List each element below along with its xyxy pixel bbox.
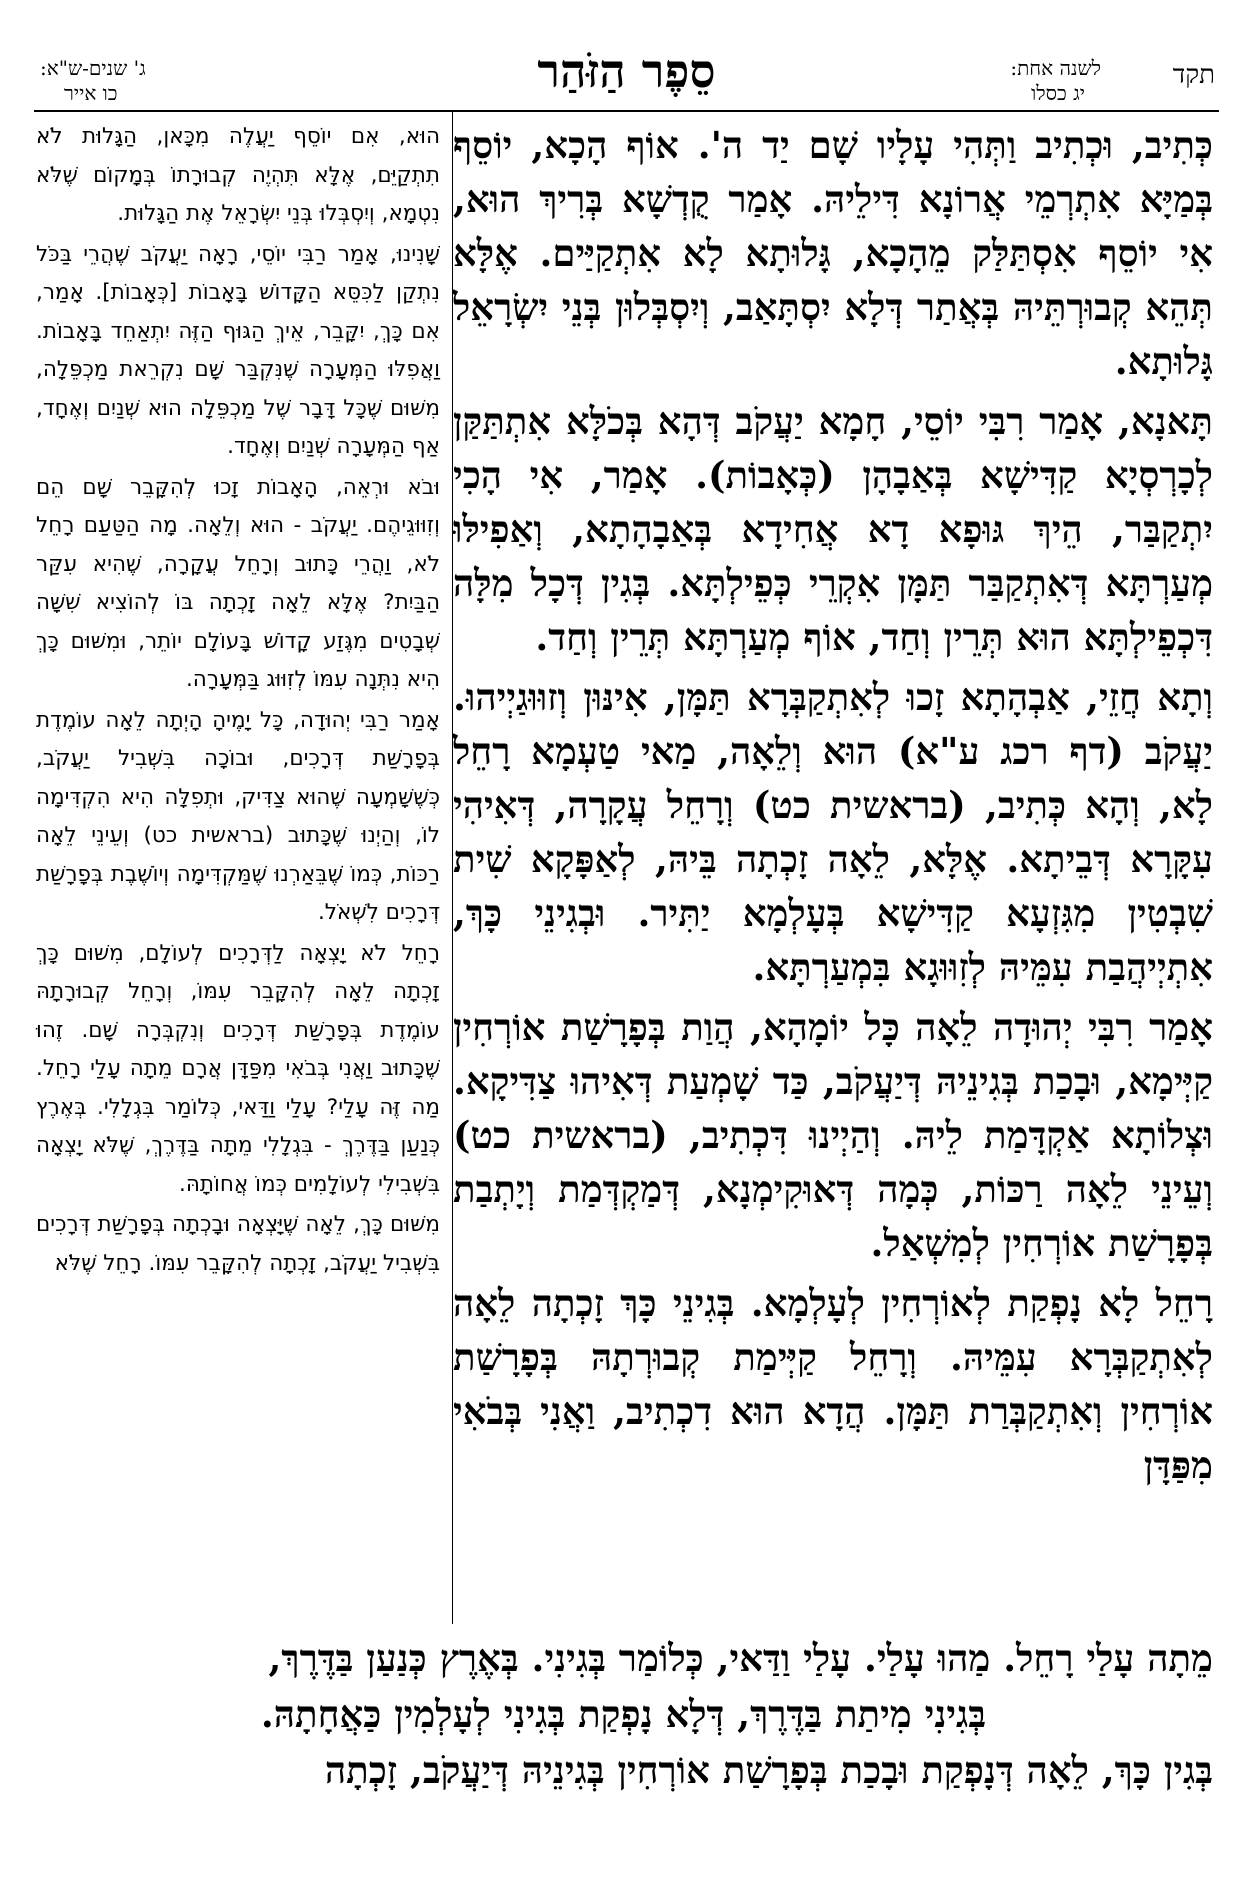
page-number: תקד	[1172, 60, 1215, 90]
continuation-line: בְּגִינִי מִיתַת בַּדֶּרֶךְ, דְּלָא נָפְקַת בְּגִינִי לְעָלְמִין כַּאֲחָתָהּ.	[260, 1692, 987, 1736]
aramaic-paragraph: כְּתִיב, וּכְתִיב וַתְּהִי עָלָיו שָׁם יַד ה'. אוֹף הָכָא, יוֹסֵף בְּמַיָּא אִתְרְמֵי אֲרוֹנָא דִּילֵיהּ. אָמַר קֻדְשָׁא בְּרִיךְ הוּא, אִי יוֹסֵף אִסְתַּלַּק מֵהָכָא, גָּלוּתָא לָא אִתְקַיַּים. אֶלָּא תְּהֵא קְבוּרְתֵּיהּ בְּאֲתַר דְּלָא יִסְתָּאַב, וְיִסְבְּלוּן בְּנֵי יִשְׂרָאֵל גָּלוּתָא.	[453, 123, 1213, 383]
aramaic-text-column	[453, 118, 1213, 1498]
continuation-line: בְּגִין כָּךְ, לֵאָה דְּנָפְקַת וּבָכַת בְּפָרָשַׁת אוֹרְחִין בְּגִינֵיהּ דְּיַעֲקֹב, זָכְתָה	[324, 1748, 1213, 1792]
calendar-right-label: לשנה אחת:	[1010, 56, 1101, 80]
aramaic-paragraph: רָחֵל לָא נָפְקַת לְאוֹרְחִין לְעָלְמָא. בְּגִינֵי כָּךְ זָכְתָה לֵאָה לְאִתְקַבְּרָא עִמֵּיהּ. וְרָחֵל קַיְּימַת קְבוּרְתָהּ בְּפָרָשַׁת אוֹרְחִין וְאִתְקַבְּרַת תַּמָּן. הֲדָא הוּא דִכְתִיב, וַאֲנִי בְּבֹאִי מִפַּדָּן	[453, 1281, 1213, 1487]
aramaic-paragraph: אָמַר רִבִּי יְהוּדָה לֵאָה כָּל יוֹמָהָא, הֲוַת בְּפָרָשַׁת אוֹרְחִין קַיְּימָא, וּבָכַת בְּגִינֵיהּ דְּיַעֲקֹב, כַּד שָׁמְעַת דְּאִיהוּ צַדִּיקָא. וּצְלוֹתָא אַקְדָּמַת לֵיהּ. וְהַיְינוּ דִּכְתִיב, (בראשית כט) וְעֵינֵי לֵאָה רַכּוֹת, כְּמָה דְּאוּקִימְנָא, דְּמַקְדְּמַת וְיָתְבַת בְּפָרָשַׁת אוֹרְחִין לְמִשְׁאַל.	[453, 1005, 1213, 1265]
hebrew-paragraph: רָחֵל לֹא יָצְאָה לַדְּרָכִים לְעוֹלָם, מִשּׁוּם כָּךְ זָכְתָה לֵאָה לְהִקָּבֵר עִמּוֹ, וְרָחֵל קְבוּרָתָהּ עוֹמֶדֶת בְּפָרָשַׁת דְּרָכִים וְנִקְבְּרָה שָׁם. זֶהוּ שֶׁכָּתוּב וַאֲנִי בְּבֹאִי מִפַּדָּן אֲרָם מֵתָה עָלַי רָחֵל. מַה זֶּה עָלַי? עָלַי וַדַּאי, כְּלוֹמַר בִּגְלָלִי. בְּאֶרֶץ כְּנַעַן בַּדֶּרֶךְ - בִּגְלָלִי מֵתָה בַּדֶּרֶךְ, שֶׁלֹּא יָצְאָה בִּשְׁבִילִי לְעוֹלָמִים כְּמוֹ אֲחוֹתָהּ.	[36, 940, 440, 1197]
hebrew-paragraph: שָׁנִינוּ, אָמַר רַבִּי יוֹסֵי, רָאָה יַעֲקֹב שֶׁהֲרֵי בַּכֹּל נִתְקַן לַכִּסֵּא הַקָּדוֹשׁ בָּאָבוֹת [כְּאָבוֹת]. אָמַר, אִם כָּךְ, יִקָּבֵר, אֵיךְ הַגּוּף הַזֶּה יִתְאַחֵד בָּאָבוֹת. וַאֲפִלּוּ הַמְּעָרָה שֶׁנִּקְבַּר שָׁם נִקְרֵאת מַכְפֵּלָה, מִשּׁוּם שֶׁכָּל דָּבָר שֶׁל מַכְפֵּלָה הוּא שְׁנַיִם וְאֶחָד, אַף הַמְּעָרָה שְׁנַיִם וְאֶחָד.	[36, 241, 440, 459]
continuation-line: מֵתָה עָלַי רָחֵל. מַהוּ עָלַי. עָלַי וַדַּאי, כְּלוֹמַר בְּגִינִי. בְּאֶרֶץ כְּנַעַן בַּדֶּרֶךְ,	[268, 1636, 1213, 1680]
study-calendar-three-years	[40, 56, 146, 106]
full-width-continuation	[34, 1630, 1213, 1798]
hebrew-paragraph: מִשּׁוּם כָּךְ, לֵאָה שֶׁיָּצְאָה וּבָכְתָה בְּפָרָשַׁת דְּרָכִים בִּשְׁבִיל יַעֲקֹב, זָכְתָה לְהִקָּבֵר עִמּוֹ. רָחֵל שֶׁלֹּא	[36, 1212, 440, 1276]
aramaic-paragraph: וְתָא חֲזֵי, אַבְהָתָא זָכוּ לְאִתְקַבְּרָא תַּמָּן, אִינּוּן וְזוּוּגַיְיהוּ. יַעֲקֹב (דף רכג ע"א) הוּא וְלֵאָה, מַאי טַעְמָא רָחֵל לָא, וְהָא כְּתִיב, (בראשית כט) וְרָחֵל עֲקָרָה, דְּאִיהִי עִקָּרָא דְּבֵיתָא. אֶלָּא, לֵאָה זָכְתָה בֵּיהּ, לְאַפָּקָא שִׁית שִׁבְטִין מִגִּזְעָא קַדִּישָׁא בְּעָלְמָא יַתִּיר. וּבְגִינֵי כָּךְ, אִתְיְיהֲבַת עִמֵּיהּ לְזִוּוּגָא בִּמְעַרְתָּא.	[453, 675, 1213, 989]
calendar-right-date: יג כסלו	[1031, 81, 1085, 105]
header-divider	[34, 110, 1219, 112]
hebrew-paragraph: הוּא, אִם יוֹסֵף יַעֲלֶה מִכָּאן, הַגָּלוּת לֹא תִתְקַיֵּם, אֶלָּא תִּהְיֶה קְבוּרָתוֹ בְּמָקוֹם שֶׁלֹּא נִטְמָא, וְיִסְבְּלוּ בְּנֵי יִשְׂרָאֵל אֶת הַגָּלוּת.	[36, 124, 440, 226]
calendar-left-label: ג' שנים-ש"א:	[40, 56, 146, 80]
hebrew-paragraph: וּבֹא וּרְאֵה, הָאָבוֹת זָכוּ לְהִקָּבֵר שָׁם הֵם וְזִוּוּגֵיהֶם. יַעֲקֹב - הוּא וְלֵאָה. מָה הַטַּעַם רָחֵל לֹא, וַהֲרֵי כָּתוּב וְרָחֵל עֲקָרָה, שֶׁהִיא עִקַּר הַבַּיִת? אֶלָּא לֵאָה זָכְתָה בּוֹ לְהוֹצִיא שִׁשָּׁה שְׁבָטִים מִגֶּזַע קָדוֹשׁ בָּעוֹלָם יוֹתֵר, וּמִשּׁוּם כָּךְ הִיא נִתְּנָה עִמּוֹ לְזִוּוּג בַּמְּעָרָה.	[36, 474, 440, 692]
calendar-left-date: כו אייר	[64, 81, 118, 105]
book-title: סֵפֶר הַזֹּהַר	[537, 44, 716, 98]
aramaic-paragraph: תָּאנָא, אָמַר רִבִּי יוֹסֵי, חָמָא יַעֲקֹב דְּהָא בְּכֹלָּא אִתְתַּקַּן לְכָרְסְיָא קַדִּישָׁא בְּאַבָהָן (כְּאָבוֹת). אָמַר, אִי הָכִי יִתְקַבַּר, הֵיךְ גּוּפָא דָא אֲחִידָא בְּאַבָהָתָא, וְאַפִילּוּ מְעַרְתָּא דְּאִתְקַבַּר תַּמָּן אִקְרֵי כְּפֵילְתָּא. בְּגִין דְּכָל מִלָּה דִּכְפֵילְתָּא הוּא תְּרֵין וְחַד, אוֹף מְעַרְתָּא תְּרֵין וְחַד.	[453, 399, 1213, 659]
hebrew-paragraph: אָמַר רַבִּי יְהוּדָה, כָּל יָמֶיהָ הָיְתָה לֵאָה עוֹמֶדֶת בְּפָרָשַׁת דְּרָכִים, וּבוֹכָה בִּשְׁבִיל יַעֲקֹב, כְּשֶׁשָּׁמְעָה שֶׁהוּא צַדִּיק, וּתְפִלָּה הִיא הִקְדִּימָה לוֹ, וְהַיְנוּ שֶׁכָּתוּב (בראשית כט) וְעֵינֵי לֵאָה רַכּוֹת, כְּמוֹ שֶׁבֵּאַרְנוּ שֶׁמַּקְדִּימָה וְיוֹשֶׁבֶת בְּפָרָשַׁת דְּרָכִים לִשְׁאֹל.	[36, 707, 440, 925]
hebrew-translation-column	[36, 118, 440, 1285]
